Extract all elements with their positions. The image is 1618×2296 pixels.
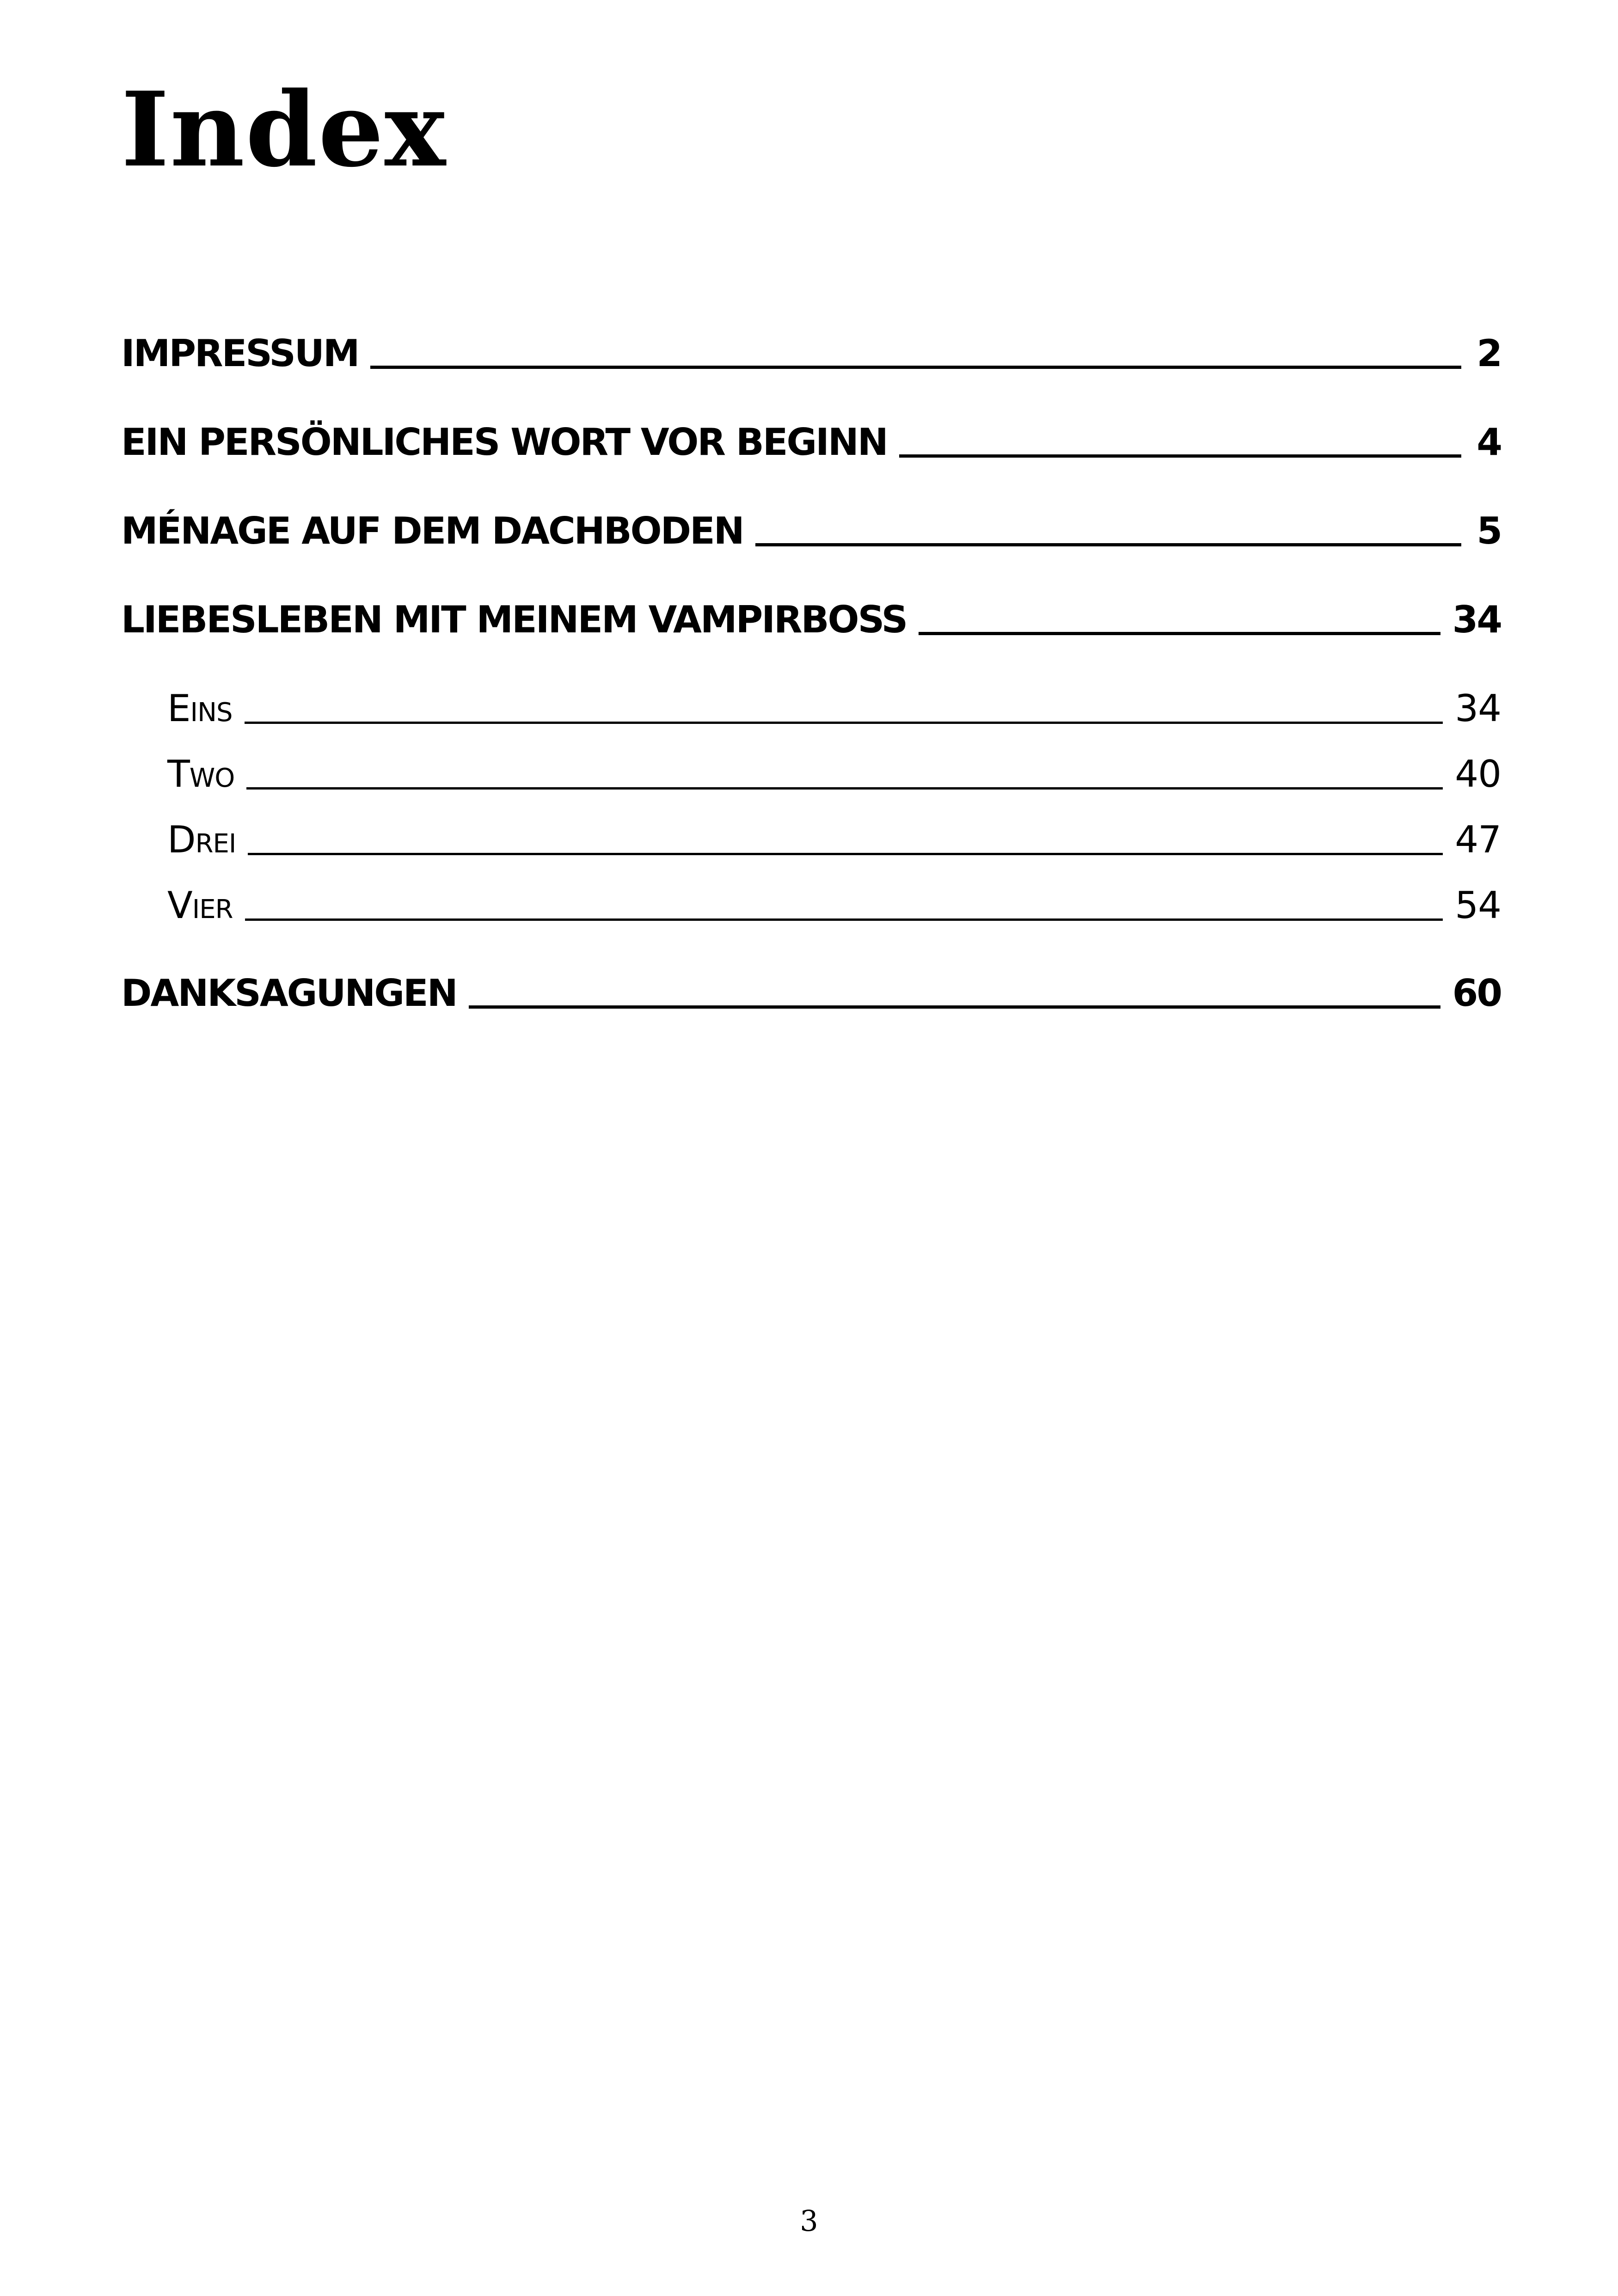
toc-leader-line [246, 787, 1443, 790]
toc-leader-line [245, 722, 1443, 724]
toc-entry-page: 60 [1452, 972, 1501, 1015]
toc-entry-page: 2 [1477, 332, 1501, 375]
toc-entry-label: DANKSAGUNGEN [121, 972, 457, 1015]
toc-subentry-eins[interactable] [121, 687, 1501, 730]
toc-entry-label: EIN PERSÖNLICHES WORT VOR BEGINN [121, 421, 887, 464]
toc-subentry-two[interactable] [121, 753, 1501, 796]
toc-subentry-drei[interactable] [121, 818, 1501, 861]
toc-leader-line [370, 366, 1461, 369]
toc-entry-page: 4 [1477, 421, 1501, 464]
toc-entry-page: 5 [1477, 509, 1501, 552]
toc-entry-label: Eins [167, 687, 233, 730]
toc-entry-danksagungen[interactable] [121, 972, 1501, 1015]
toc-entry-page: 54 [1455, 884, 1501, 927]
toc-entry-label: Drei [167, 818, 236, 861]
toc-leader-line [899, 454, 1461, 458]
toc-entry-label: IMPRESSUM [121, 332, 359, 375]
toc-entry-impressum[interactable] [121, 332, 1501, 375]
toc-leader-line [755, 543, 1461, 546]
toc-entry-page: 40 [1455, 753, 1501, 796]
toc-entry-label: LIEBESLEBEN MIT MEINEM VAMPIRBOSS [121, 598, 907, 641]
toc-leader-line [919, 632, 1440, 635]
toc-entry-menage[interactable] [121, 509, 1501, 552]
page-number: 3 [800, 2204, 818, 2238]
toc-entry-page: 34 [1452, 598, 1501, 641]
toc-entry-page: 47 [1455, 818, 1501, 861]
toc-leader-line [469, 1005, 1440, 1009]
toc-leader-line [248, 853, 1443, 855]
page-title: Index [121, 70, 447, 190]
toc-entry-label: Vier [167, 884, 233, 927]
toc-subentry-vier[interactable] [121, 884, 1501, 927]
toc-entry-page: 34 [1455, 687, 1501, 730]
toc-entry-persoenliches-wort[interactable] [121, 421, 1501, 464]
toc-entry-label: Two [167, 753, 235, 796]
toc-entry-label: MÉNAGE AUF DEM DACHBODEN [121, 509, 743, 552]
toc-leader-line [245, 918, 1443, 921]
toc-entry-liebesleben[interactable] [121, 598, 1501, 641]
